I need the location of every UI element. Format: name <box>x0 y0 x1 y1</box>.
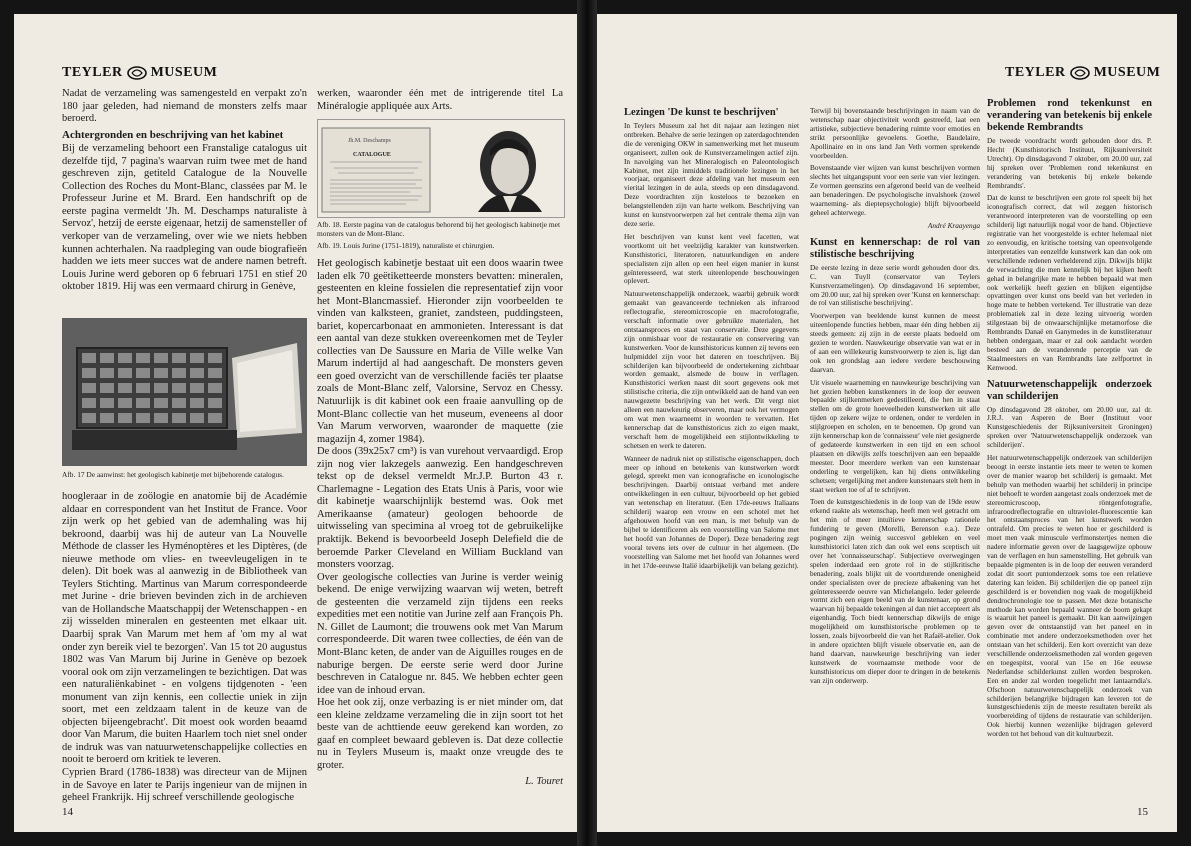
paragraph: De tweede voordracht wordt gehouden door drs. P. Hecht (Kunsthistorisch Instituut, Rijksuniversiteit Utrecht). Op dinsdagavond 7 oktober, om 20.00 uur, zal hij spreken over 'Problemen rond tekenkunst en verandering van betekenis bij enkele bekende Rembrandts'. <box>987 136 1152 190</box>
paragraph: Het natuurwetenschappelijk onderzoek van schilderijen beoogt in eerste instantie iets meer te weten te komen over de manier waarop het schilderij is gemaakt. Met behulp van methoden waarbij het schilderij in principe niet behoeft te worden aangetast zoals onderzoek met de stereomicroscoop, röntgenfotografie, infraroodreflectografie en ultraviolet-fluorescentie kan het ontstaansproces van het kunstwerk worden ontrafeld. Om precies te weten hoe er geschilderd is moet men vaak minuscule verfmonstertjes nemen die nadere informatie geven over de laagsgewijze opbouw van de verflagen en hun samenstelling. Het gebruik van bepaalde pigmenten is in de loop der eeuwen veranderd zodat dit soort puntonderzoek soms toe een relatieve datering kan leiden. Bij schilderijen die op paneel zijn geschilderd is er bovendien nog vaak de mogelijkheid dendrochronologie toe te passen. Met deze botanische methode kan worden bepaald wanneer de boom gekapt is waaruit het paneel is gemaakt. Dit kan aanwijzingen geven over de ontstaanstijd van het paneel en in combinatie met andere onderzoeksmethoden over het ontstaan van het schilderij. Een kort overzicht van deze verschillende onderzoeksmethoden zal worden gegeven en toegespitst, vooral van 15e en 16e eeuwse Nederlandse schilderkunst zullen worden besproken. Een en ander zal worden toegelicht met lantaarndia's. Ofschoon natuurwetenschappelijk onderzoek van schilderijen belangrijke bijdragen kan leveren tot de kunstgeschiedenis zijn de meeste resultaten bereikt als voorbereiding of tijdens de restauratie van schilderijen. Ook hierbij kunnen wezenlijke bijdragen geleverd worden tot het behoud van dit kultuurbezit. <box>987 453 1152 739</box>
paragraph: Cyprien Brard (1786-1838) was directeur van de Mijnen in de Savoye en later te Parijs ingenieur van de mijnen in geheel Frankrijk. Hij schreef verschillende geologische <box>62 767 307 804</box>
section-heading: Problemen rond tekenkunst en verandering van betekenis bij enkele bekende Rembrandts <box>987 98 1152 133</box>
paragraph: hoogleraar in de zoölogie en anatomie bij de Académie aldaar en correspondent van het Institut de France. Voor zijn werk op het gebied van de ademhaling was hij bekroond, daarbij was hij de auteur van La Nouvelle Méthode de classer les Hyménoptères et les Diptères, (de nieuwe methode om vlies- en tweevleugeligen in te delen). Dit boek was al aanwezig in de Bibliotheek van Teylers Stichting. Martinus van Marum correspondeerde met Jurine - drie brieven bevinden zich in de archieven van de Hollandsche Maatschappij der Wetenschappen - en zij wisselden mineralen en gesteenten met elkaar uit. Daarbij sprak Van Marum met hem af 'om my al wat onder zyn bereik viel te bezorgen'. Van 15 tot 20 augustus 1802 was Van Marum bij Jurine in Genève op bezoek vooral ook om zijn verzamelingen te bezichtigen. Dat was een naturaliënkabinet - en volgens tijdgenoten - 'een monument van zijn kennis, een collectie uniek in zijn soort, met een zeldzaam talent in de keuze van de objecten bijeengebracht'. Dit moest ook worden beaamd door Van Marum, die buiten Haarlem toch niet snel onder de indruk was van natuurwetenschappelijke collecties en nooit te beroerd om kritiek te leveren. <box>62 491 307 766</box>
paragraph: In Teylers Museum zal het dit najaar aan lezingen niet ontbreken. Behalve de serie lezingen op zaterdagochtenden die de vereniging OKW in samenwerking met het museum organiseert, zullen ook de Kunstverzamelingen actief zijn. In navolging van het Mineralogisch en Paleontologisch Kabinet, met zijn inmiddels traditionele lezingen in het voorjaar, organiseert deze afdeling van het museum een vierital lezingen in de aula, steeds op een dinsdagavond. Deze voordrachten zijn kosteloos te bezoeken en belangstellenden zijn van harte welkom. Beschrijving van kunst en kunstvoorwerpen zal het centrale thema zijn van deze serie. <box>624 121 799 228</box>
paragraph: Over geologische collecties van Jurine is verder weinig bekend. De enige verwijzing waarvan wij weten, betreft de gesteenten die verzameld zijn tijdens een reeks expedities met een notitie van Jurine zelf aan François Ph. N. Gillet de Laumont; die trouwens ook met Van Marum correspondeerde. Dit waren twee collecties, de één van de Mont-Blanc keten, de ander van de Aiguilles rouges en de naburige bergen. De eerste serie werd door Jurine beschreven in Catalogue nr. 845. We hebben echter geen idee van de inhoud ervan. <box>317 571 563 696</box>
teyler-emblem-icon <box>127 66 147 80</box>
section-heading: Natuurwetenschappelijk onderzoek van schilderijen <box>987 378 1152 402</box>
intro-text: werken, waaronder één met de intrigerende titel La Minéralogie appliquée aux Arts. <box>317 88 563 112</box>
teyler-emblem-icon <box>1070 66 1090 80</box>
svg-text:Jh.M. Deschamps: Jh.M. Deschamps <box>348 138 391 144</box>
left-column-1-continued <box>62 491 307 805</box>
paragraph: Terwijl bij bovenstaande beschrijvingen in naam van de wetenschap naar objectiviteit wordt gestreefd, laat een artistieke, subjectieve benadering ruimte voor emoties en strikt persoonlijke gevoelens. Goethe, Baudelaire, Apollinaire en in ons land Jan Veth vormen sprekende voorbeelden. <box>810 106 980 160</box>
left-page <box>14 14 577 832</box>
paragraph: Hoe het ook zij, onze verbazing is er niet minder om, dat een kleine zeldzame verzameling die in zijn soort tot het beste van de achttiende eeuw gerekend kan worden, zo gaaf en compleet bewaard gebleven is. Dat deze collectie nu in Teylers Museum is, maakt onze vreugde des te groter. <box>317 697 563 771</box>
page-number: 14 <box>62 806 73 818</box>
left-column-1 <box>62 88 307 294</box>
paragraph: Het geologisch kabinetje bestaat uit een doos waarin twee laden elk 70 geëtiketteerde monsters bevatten: mineralen, gesteenten en kleine fossielen die representatief zijn voor het Mont-Blancmassief. Hieronder zijn voorbeelden te vinden van kalksteen, graniet, zandsteen, puddingsteen, bariet, kopercarbonaat en ammonieten. Interessant is dat een aantal van deze stukken overeenkomen met de Teyler collecties van De Saussure en Maria de Ville welke Van Marum indertijd al had aangeschaft. De monsters geven een goed overzicht van de verschillende faciës ter plaatse zoals de Mont-Blanc zelf, Valorsine, Servoz en Chessy. Natuurlijk is dit kabinet ook een fraaie aanvulling op de Mont-Blanc collectie van het museum, eveneens al door Van Marum verworven, waaronder de maquette (zie magazijn 4, zomer 1984). <box>317 258 563 445</box>
paragraph: Wanneer de nadruk niet op stilistische eigenschappen, doch meer op inhoud en betekenis van kunstwerken wordt gelegd, spreekt men van iconografische en iconologische beschrijvingen. Daarbij ontstaat verband met andere ontwikkelingen in een cultuur, bijvoorbeeld op het gebied van wetenschap en literatuur. (Een 17de-eeuws Italiaans schilderij waarop een vrouw en een schotel met het afgehouwen hoofd van een man, is met behulp van de bijbel te identificeren als een voorstelling van Salome met het hoofd van Johannes de Doper). Deze benadering zegt vooral tevens iets over de cultuur in het algemeen. (De voorstelling van Salome met het hoofd van Johannes werd in het 17de-eeuwse Italië idaarbijkelijk van belang gezicht). <box>624 453 799 570</box>
right-page <box>597 14 1177 832</box>
catalogue-title: CATALOGUE <box>353 152 391 158</box>
paragraph: Natuurwetenschappelijk onderzoek, waarbij gebruik wordt gemaakt van geavanceerde technieken als infrarood reflectografie, stereomicroscopie en macrofotografie, verschaft informatie over gebruikte materialen, het ontstaansproces en staat van conservatie. Deze gegevens zijn onmisbaar voor de restauratie en conservering van kunstwerken. Voor de kunsthistoricus kunnen zij tevens een hulpmiddel zijn voor het dateren en toeschrijven. Bij schilderijen kan bijvoorbeeld de ondertekening zichtbaar worden gemaakt, alsmede de bouw in verflagen. Kunsthistorici werken naast dit soort gegevens ook met stilistische criteria, die zijn ontwikkeld aan de hand van een nauwgezette beschrijving van het werk. Dit vergt niet alleen een nauwkeurig observeren, maar ook het vermogen om wat men waarneemt in woorden te vervatten. Het kennerschap dat de kunsthistoricus zich zo eigen maakt, verschaft hem de mogelijkheid een stijlontwikkeling te schetsen en werk te dateren. <box>624 289 799 450</box>
paragraph: Bij de verzameling behoort een Franstalige catalogus uit dezelfde tijd, 7 pagina's waarvan ruim twee met de hand geschreven zijn, getiteld Catalogue de la Nouvelle Collection des Roches du Mont-Blanc, classées par M. le Professeur Jurine et M. Brard. Een handschrift op de eerste pagina vermeldt 'Jh. M. Deschamps naturaliste à Servoz', hetzij de eerste eigenaar, hetzij de samensteller of verkoper van de verzameling, over wie we niets hebben kunnen achterhalen. Na raadpleging van oude biografieën hadden we iets meer succes wat de andere namen betreft. Louis Jurine werd geboren op 6 februari 1751 en stief 20 oktober 1819. Hij was een vermaard chirurg in Genève, <box>62 143 307 293</box>
geological-cabinet-image <box>62 318 307 466</box>
figures-18-19 <box>317 119 565 218</box>
figure-17-caption: Afb. 17 De aanwinst: het geologisch kabinetje met bijbehorende catalogus. <box>62 470 284 479</box>
teyler-museum-logo: TEYLER MUSEUM <box>62 65 218 80</box>
paragraph: Uit visuele waarneming en nauwkeurige beschrijving van het gezien hebben kunstkenners in de loop der eeuwen bepaalde stijlkenmerken gedestilleerd, die hen in staat stellen om de grote hoeveelheden kunstwerken uit alle tijden op zekere wijze te ordenen, onder te verdelen in stijlgroepen en scholen, en te benoemen. Op grond van zijn kennerschap kon de 'connaisseur' vele niet gesignerde of gedateerde kunstwerken in een tijd en een school plaatsen en dikwijls zelfs toeschrijven aan een bepaalde meester. Door meerdere werken van een kunstenaar onderling te vergelijken, kan hij diens ontwikkeling schetsen; vergelijking met andere kunstenaars stelt hem in staat werken toe of af te schrijven. <box>810 377 980 494</box>
right-column-3 <box>987 98 1152 743</box>
intro-text: Nadat de verzameling was samengesteld en verpakt zo'n 180 jaar geleden, had niemand de monsters zelfs maar beroerd. <box>62 88 307 125</box>
author-signature: L. Touret <box>525 776 563 788</box>
paragraph: Op dinsdagavond 28 oktober, om 20.00 uur, zal dr. J.R.J. van Asperen de Boer (Instituut voor Kunstgeschiedenis der Rijksuniversiteit Groningen) spreken over 'Natuurwetenschappelijk onderzoek van schilderijen'. <box>987 404 1152 450</box>
section-heading: Kunst en kennerschap: de rol van stilistische beschrijving <box>810 236 980 260</box>
paragraph: Toen de kunstgeschiedenis in de loop van de 19de eeuw erkend raakte als wetenschap, heeft men wel getracht om het min of meer intuïtieve kennerschap rationele fundering te geven (Morelli, Berenson e.a.). Deze pogingen zijn weinig succesvol gebleken en veel kunsthistorici laten zich dan ook wel eens sceptisch uit over het 'connaisseurschap'. Subjectieve overwegingen spelen inderdaad een grote rol in de stijlkritische benadering, zoals blijkt uit de voortdurende onenigheid onder specialisten over de precieze afbakening van het geïnteresseerde oeuvre van Michelangelo. Ieder gelеerde vormt zich een eigen beeld van de kunstenaar, op grond waarvan hij bepaalde tekeningen al dan niet accepteert als eigenhandig. Toch biedt kennerschap dikwijls de enige mogelijkheid om kunsthistorische problemen op te lossen, zoals bijvoorbeeld die van het Rafaël-atelier. Ook in andere opzichten blijft visuele observatie en, aan de hand daarvan, nauwkeurige beschrijving van ieder kunstwerk de voornaamste methode voor de kunsthistoricus om dieper door te dringen in de betekenis van zijn onderwerp. <box>810 497 980 685</box>
left-column-2 <box>317 88 563 113</box>
figure-19-caption: Afb. 19. Louis Jurine (1751-1819), naturaliste et chirurgien. <box>317 241 495 250</box>
cabinet-photo <box>62 318 307 466</box>
section-heading: Lezingen 'De kunst te beschrijven' <box>624 107 779 118</box>
figure-captions <box>317 220 563 250</box>
paragraph: Bovenstaande vier wijzen van kunst beschrijven vormen slechts het uitgangspunt voor een serie van vier lezingen. Ze vormen geenszins een afgerond beeld van de veelheid aan benaderingen. De psychologische invalshoek (zowel waarneming- als dieptepsychologie) blijft bijvoorbeeld geheel achterwege. <box>810 163 980 217</box>
catalogue-and-portrait-image <box>318 120 564 217</box>
section-heading: Achtergronden en beschrijving van het kabinet <box>62 128 284 141</box>
paragraph: Voorwerpen van beeldende kunst kunnen de meest uiteenlopende functies hebben, maar één ding hebben zij steeds gemeen: zij zijn in de eerste plaats bedoeld om gezien te worden. Nauwkeurige observatie van wat er in of aan een willekeurig kunstvoorwerp te zien is, ligt dan ook ten grondslag aan iedere verdere beschouwing daarvan. <box>810 311 980 374</box>
right-column-2 <box>810 107 980 689</box>
figure-18-caption: Afb. 18. Eerste pagina van de catalogus behorend bij het geologisch kabinetje met monsters van de Mont-Blanc. <box>317 220 560 238</box>
paragraph: Het beschrijven van kunst kent veel facetten, wat voortkomt uit het veelzijdig karakter van kunstwerken. Kunsthistorici, literatoren, natuurkundigen en andere specialisten zijn allen op een heel eigen manier in kunst geïnteresseerd, wat sterk uiteenlopende beschouwingen oplevert. <box>624 231 799 286</box>
page-number: 15 <box>1137 806 1148 818</box>
book-gutter <box>577 0 597 846</box>
author-signature: André Kraayenga <box>927 220 980 230</box>
paragraph: Dat de kunst te beschrijven een grote rol speelt bij het iconografisch correct, dat wil zeggen historisch verantwoord interpreteren van de voorstelling op een schilderij ligt natuurlijk nogal voor de hand. Objectieve registratie van het voorgestelde is echter helemaal niet zo eenvoudig, en kritische toetsing van opeenvolgende interpretaties van eenzelfde kunstwerk kan dan ook om verschillende redenen verhelderend zijn. Dikwijls blijkt de verwachting die men kennelijk bij het kijken heeft gehad in belangrijke mate te hebben bepaald wat men ook werkelijk heeft gezien en blijken eigentijdse opvattingen over kunst ons beeld van het verleden in hoge mate te hebben vertekend. Ter illustratie van deze problematiek zal in deze lezing uitvoerig worden stilgestaan bij de onwaarschijnlijke metamorfose die Rembrandts Danaë en Ganymedes in de kunstliteratuur hebben ondergaan, maar er zal ook aandacht worden besteed aan de veranderende perceptie van de Staalmeesters en van Rembrandts late zelfportret in Kenwood. <box>987 193 1152 372</box>
left-column-2-continued <box>317 258 563 789</box>
teyler-museum-logo: TEYLER MUSEUM <box>1005 65 1161 80</box>
right-column-1 <box>624 107 799 574</box>
paragraph: De eerste lezing in deze serie wordt gehouden door drs. C. van Tuyll (conservator van Teylers Kunstverzamelingen). Op dinsdagavond 16 september, om 20.00 uur, zal hij spreken over 'Kunst en kennerschap: de rol van stilistische beschrijving'. <box>810 262 980 308</box>
paragraph: De doos (39x25x7 cm³) is van vurehout vervaardigd. Erop zijn nog vier lakzegels aanwezig. Een handgeschreven tekst op de deksel vermeldt Mr.J.P. Burton 43 r. Charlemagne - Legation des Etats Unis à Paris, voor wie dit kabinetje waarschijnlijk bestemd was. Ook met Amerikaanse (amateur) geologen behoorde de uitwisseling van specimina al vroeg tot de gebruikelijke praktijk. Bekend is bevoorbeeld Joseph Delefield die de beroemde Parker Cleveland en William Buckland van monsters voorzag. <box>317 446 563 571</box>
